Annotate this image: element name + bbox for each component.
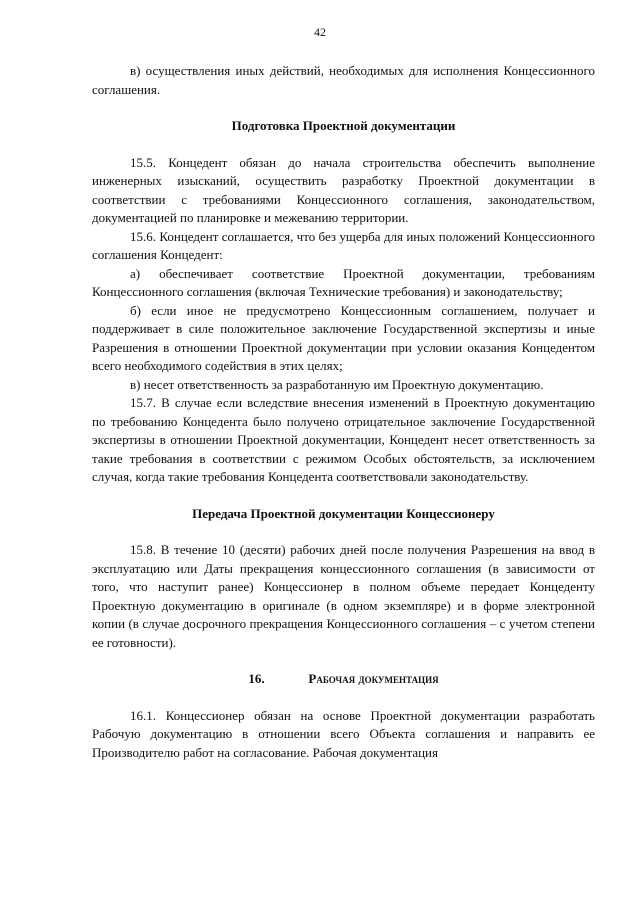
paragraph-15-7: 15.7. В случае если вследствие внесения изменений в Проектную документацию по требованию Концедента было получено отрицательное заключение Государственной экспертизы в отношении Проектной документации, Концедент несет ответственность за такие требования в соответствии с режимом Особых обстоятельств, за исключением случая, когда такие требования Концедента соответствовали законодательству. [92,395,595,484]
section-16-title: Рабочая документация [308,671,439,686]
paragraph-15-6-v: в) несет ответственность за разработанную им Проектную документацию. [130,376,544,392]
paragraph-16-1: 16.1. Концессионер обязан на основе Проектной документации разработать Рабочую документацию в отношении всего Объекта соглашения и направить ее Производителю работ на согласование. Рабочая документация [92,707,595,760]
heading-project-docs-preparation: Подготовка Проектной документации [231,118,456,133]
paragraph-15-6-b: б) если иное не предусмотрено Концессионным соглашением, получает и поддерживает в силе положительное заключение Государственной экспертизы и иные Разрешения в отношении Проектной документации при условии оказания Концедентом всего необходимого содействия в этих целях; [92,302,595,373]
section-16-heading [92,670,595,689]
paragraph-15-6-a: а) обеспечивает соответствие Проектной документации, требованиям Концессионного соглашения (включая Технические требования) и законодательству; [92,265,595,299]
paragraph-15-8: 15.8. В течение 10 (десяти) рабочих дней после получения Разрешения на ввод в эксплуатацию или Даты прекращения концессионного соглашения (в зависимости от того, что наступит ранее) Концессионер в полном объеме передает Концеденту Проектную документацию в оригинале (в одном экземпляре) и в форме электронной копии (в случае досрочного прекращения Концессионного соглашения – с учетом степени ее готовности). [92,542,595,650]
paragraph-15-6: 15.6. Концедент соглашается, что без ущерба для иных положений Концессионного соглашения Концедент: [92,228,595,262]
page-number: 42 [314,25,326,39]
heading-project-docs-transfer: Передача Проектной документации Концессионеру [192,505,495,521]
document-body [92,62,595,762]
section-16-number: 16. [248,671,265,686]
paragraph-15-5: 15.5. Концедент обязан до начала строительства обеспечить выполнение инженерных изысканий, осуществить разработку Проектной документации в соответствии с требованиями Концессионного соглашения, законодательством, документацией по планировке и межеванию территории. [92,154,595,225]
paragraph-v-prev: в) осуществления иных действий, необходимых для исполнения Концессионного соглашения. [92,63,595,97]
